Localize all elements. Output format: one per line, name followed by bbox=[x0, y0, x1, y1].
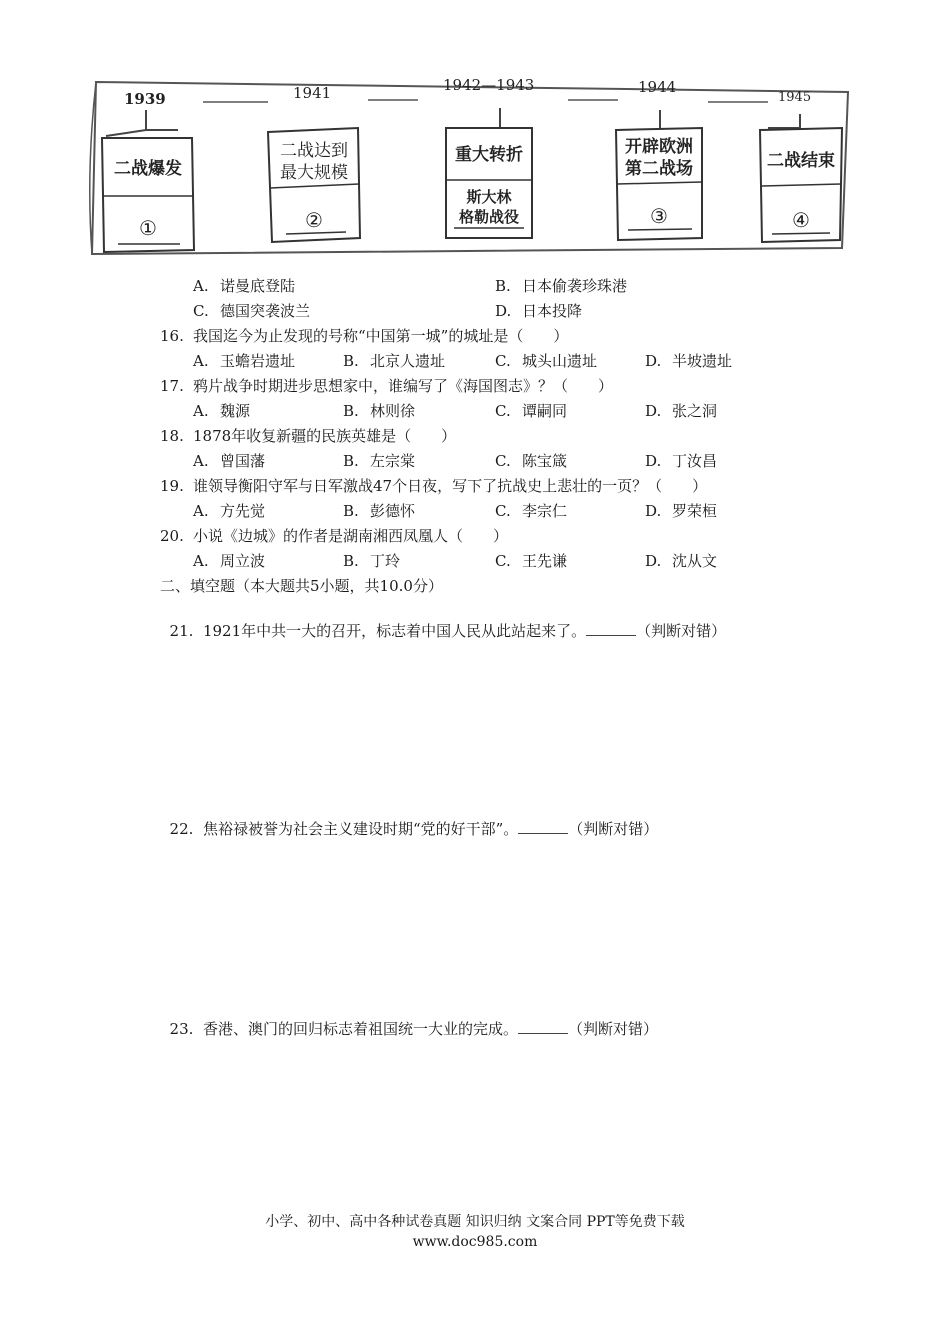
q18-number: 18. bbox=[160, 427, 184, 445]
box2-title-line2: 最大规模 bbox=[280, 163, 348, 183]
q15-option-b-text: 日本偷袭珍珠港 bbox=[522, 277, 628, 295]
q19-a-label: A. bbox=[193, 502, 209, 520]
q17-a-label: A. bbox=[193, 402, 209, 420]
q23-stem: 香港、澳门的回归标志着祖国统一大业的完成。 bbox=[202, 1020, 518, 1038]
q19-d-text: 罗荣桓 bbox=[672, 502, 718, 520]
q20-a-text: 周立波 bbox=[220, 552, 266, 570]
q17-d-label: D. bbox=[645, 402, 662, 420]
q16-stem: 我国迄今为止发现的号称“中国第一城”的城址是（ ） bbox=[193, 327, 569, 345]
q23-number: 23. bbox=[169, 1020, 194, 1038]
box5-title: 二战结束 bbox=[767, 151, 835, 171]
q19-a-text: 方先觉 bbox=[220, 502, 266, 520]
q16-a-text: 玉蟾岩遗址 bbox=[220, 352, 296, 370]
section-2-heading: 二、填空题（本大题共5小题，共10.0分） bbox=[160, 577, 443, 595]
q20-d-label: D. bbox=[645, 552, 662, 570]
year-1939: 1939 bbox=[124, 90, 166, 108]
year-1942-1943: 1942—1943 bbox=[443, 76, 535, 94]
q20-c-text: 王先谦 bbox=[522, 552, 568, 570]
q18-a-label: A. bbox=[193, 452, 209, 470]
q16-d-label: D. bbox=[645, 352, 662, 370]
q17-d-text: 张之洞 bbox=[672, 402, 718, 420]
q20-stem: 小说《边城》的作者是湖南湘西凤凰人（ ） bbox=[193, 527, 509, 545]
q15-option-a-label: A. bbox=[193, 277, 209, 295]
q22-answer-blank[interactable] bbox=[518, 819, 568, 834]
year-1941: 1941 bbox=[293, 84, 332, 102]
q22-stem: 焦裕禄被誉为社会主义建设时期“党的好干部”。 bbox=[202, 820, 519, 838]
q17-c-text: 谭嗣同 bbox=[522, 402, 568, 420]
q15-option-d-label: D. bbox=[495, 302, 512, 320]
q19-c-label: C. bbox=[495, 502, 511, 520]
q19-stem: 谁领导衡阳守军与日军激战47个日夜，写下了抗战史上悲壮的一页？（ ） bbox=[193, 477, 708, 495]
box3-sub-line1: 斯大林 bbox=[466, 188, 512, 206]
q23-suffix: （判断对错） bbox=[567, 1020, 658, 1038]
q19-b-label: B. bbox=[343, 502, 359, 520]
q17-b-text: 林则徐 bbox=[370, 402, 416, 420]
q18-c-label: C. bbox=[495, 452, 511, 470]
box4-title-line2: 第二战场 bbox=[625, 159, 693, 179]
q20-b-text: 丁玲 bbox=[370, 552, 401, 570]
q19-number: 19. bbox=[160, 477, 184, 495]
q15-option-a-text: 诺曼底登陆 bbox=[220, 277, 296, 295]
q16-b-text: 北京人遗址 bbox=[370, 352, 446, 370]
q15-option-c-label: C. bbox=[193, 302, 209, 320]
question-22 bbox=[160, 799, 658, 839]
q19-b-text: 彭德怀 bbox=[370, 502, 416, 520]
timeline-frame bbox=[88, 72, 858, 262]
q18-c-text: 陈宝箴 bbox=[522, 452, 568, 470]
q16-d-text: 半坡遗址 bbox=[672, 352, 733, 370]
q18-d-label: D. bbox=[645, 452, 662, 470]
question-21 bbox=[160, 601, 726, 641]
box2-title-line1: 二战达到 bbox=[280, 141, 348, 161]
q21-answer-blank[interactable] bbox=[586, 621, 636, 636]
box3-title: 重大转折 bbox=[455, 145, 523, 165]
box1-title: 二战爆发 bbox=[114, 159, 182, 179]
q18-b-text: 左宗棠 bbox=[370, 452, 416, 470]
q17-a-text: 魏源 bbox=[220, 402, 251, 420]
q21-number: 21. bbox=[169, 622, 194, 640]
box4-title-line1: 开辟欧洲 bbox=[625, 137, 693, 157]
q17-stem: 鸦片战争时期进步思想家中，谁编写了《海国图志》？（ ） bbox=[193, 377, 614, 395]
q16-c-label: C. bbox=[495, 352, 511, 370]
box3-sub-line2: 格勒战役 bbox=[458, 208, 519, 226]
q18-b-label: B. bbox=[343, 452, 359, 470]
question-23 bbox=[160, 999, 658, 1039]
q17-b-label: B. bbox=[343, 402, 359, 420]
q18-d-text: 丁汝昌 bbox=[672, 452, 718, 470]
q17-c-label: C. bbox=[495, 402, 511, 420]
q22-number: 22. bbox=[169, 820, 194, 838]
q20-d-text: 沈从文 bbox=[672, 552, 718, 570]
year-1945: 1945 bbox=[778, 90, 812, 105]
q21-stem: 1921年中共一大的召开，标志着中国人民从此站起来了。 bbox=[202, 622, 587, 640]
q18-a-text: 曾国藩 bbox=[220, 452, 266, 470]
footer-line-1: 小学、初中、高中各种试卷真题 知识归纳 文案合同 PPT等免费下载 bbox=[265, 1214, 685, 1230]
q16-number: 16. bbox=[160, 327, 184, 345]
q16-c-text: 城头山遗址 bbox=[522, 352, 598, 370]
q17-number: 17. bbox=[160, 377, 184, 395]
q23-answer-blank[interactable] bbox=[518, 1019, 568, 1034]
q16-b-label: B. bbox=[343, 352, 359, 370]
q20-b-label: B. bbox=[343, 552, 359, 570]
footer-website-link[interactable]: www.doc985.com bbox=[412, 1234, 538, 1250]
q20-c-label: C. bbox=[495, 552, 511, 570]
q20-number: 20. bbox=[160, 527, 184, 545]
box5-num: ④ bbox=[792, 208, 810, 232]
q15-option-d-text: 日本投降 bbox=[522, 302, 583, 320]
q19-d-label: D. bbox=[645, 502, 662, 520]
q15-option-c-text: 德国突袭波兰 bbox=[220, 302, 311, 320]
q18-stem: 1878年收复新疆的民族英雄是（ ） bbox=[193, 427, 457, 445]
q16-a-label: A. bbox=[193, 352, 209, 370]
box1-num: ① bbox=[139, 216, 157, 240]
timeline-figure bbox=[88, 72, 858, 262]
q15-option-b-label: B. bbox=[495, 277, 511, 295]
year-1944: 1944 bbox=[638, 78, 677, 96]
box2-num: ② bbox=[305, 208, 323, 232]
q19-c-text: 李宗仁 bbox=[522, 502, 568, 520]
q22-suffix: （判断对错） bbox=[568, 820, 659, 838]
box4-num: ③ bbox=[650, 204, 668, 228]
q20-a-label: A. bbox=[193, 552, 209, 570]
q21-suffix: （判断对错） bbox=[636, 622, 727, 640]
